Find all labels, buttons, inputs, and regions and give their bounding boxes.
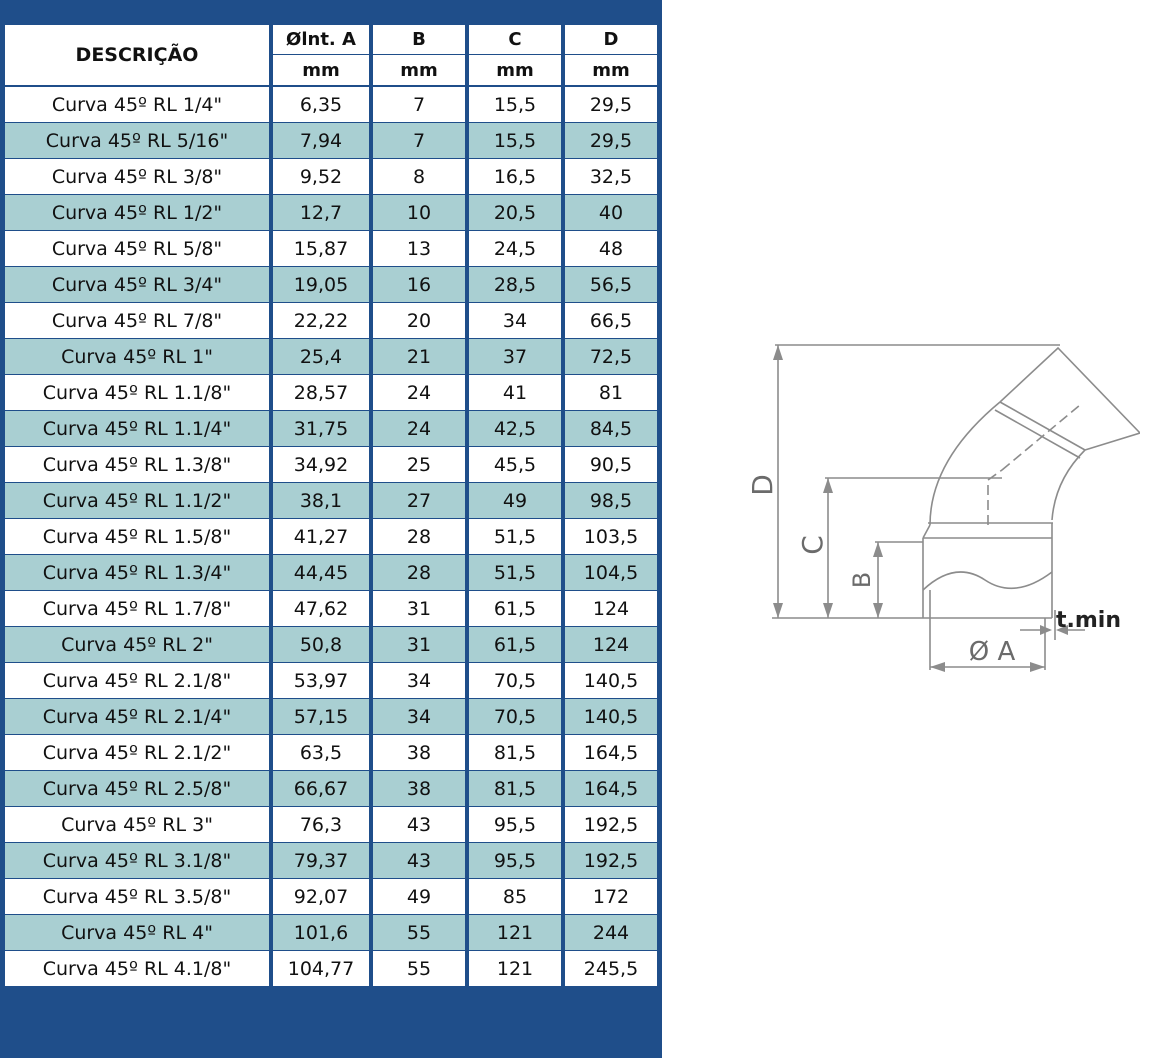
elbow-outline-inner <box>1052 450 1085 520</box>
cell-a: 63,5 <box>273 735 373 771</box>
cell-b: 10 <box>373 195 469 231</box>
cell-d: 81 <box>565 375 657 411</box>
cell-d: 124 <box>565 627 657 663</box>
cell-a: 9,52 <box>273 159 373 195</box>
cell-description: Curva 45º RL 2.5/8" <box>5 771 273 807</box>
table-row <box>5 411 657 447</box>
cell-d: 164,5 <box>565 771 657 807</box>
table-row <box>5 303 657 339</box>
cell-b: 21 <box>373 339 469 375</box>
cell-d: 72,5 <box>565 339 657 375</box>
cell-description: Curva 45º RL 2" <box>5 627 273 663</box>
cell-b: 8 <box>373 159 469 195</box>
cell-b: 7 <box>373 87 469 123</box>
cell-a: 50,8 <box>273 627 373 663</box>
cell-b: 27 <box>373 483 469 519</box>
unit-col-b: mm <box>373 55 469 87</box>
cell-c: 70,5 <box>469 699 565 735</box>
dim-a-arrow-right <box>1030 662 1045 672</box>
cell-b: 49 <box>373 879 469 915</box>
cell-description: Curva 45º RL 4.1/8" <box>5 951 273 987</box>
cell-c: 34 <box>469 303 565 339</box>
cell-description: Curva 45º RL 1/4" <box>5 87 273 123</box>
cell-b: 13 <box>373 231 469 267</box>
label-diameter-a: Ø A <box>968 637 1016 667</box>
elbow-outline-outer <box>930 402 1000 525</box>
cell-c: 70,5 <box>469 663 565 699</box>
table-row <box>5 267 657 303</box>
cell-c: 85 <box>469 879 565 915</box>
cell-description: Curva 45º RL 7/8" <box>5 303 273 339</box>
cell-b: 7 <box>373 123 469 159</box>
table-row <box>5 123 657 159</box>
cell-d: 244 <box>565 915 657 951</box>
cell-b: 28 <box>373 519 469 555</box>
cell-description: Curva 45º RL 1.3/4" <box>5 555 273 591</box>
cell-c: 49 <box>469 483 565 519</box>
dim-b-arrow-top <box>873 542 883 557</box>
header-col-c: C <box>469 25 565 55</box>
socket-break-wave <box>923 572 1052 590</box>
cell-d: 140,5 <box>565 663 657 699</box>
cell-d: 164,5 <box>565 735 657 771</box>
cell-d: 104,5 <box>565 555 657 591</box>
header-col-a: Ølnt. A <box>273 25 373 55</box>
cell-d: 98,5 <box>565 483 657 519</box>
cell-a: 101,6 <box>273 915 373 951</box>
cell-description: Curva 45º RL 3/8" <box>5 159 273 195</box>
cell-a: 44,45 <box>273 555 373 591</box>
table-row <box>5 699 657 735</box>
cell-description: Curva 45º RL 3.1/8" <box>5 843 273 879</box>
label-b: B <box>848 571 876 589</box>
cell-a: 57,15 <box>273 699 373 735</box>
cell-b: 55 <box>373 951 469 987</box>
table-row <box>5 771 657 807</box>
label-c: C <box>796 535 829 555</box>
table-row <box>5 591 657 627</box>
cell-d: 192,5 <box>565 843 657 879</box>
cell-c: 51,5 <box>469 519 565 555</box>
cell-d: 29,5 <box>565 87 657 123</box>
cell-d: 90,5 <box>565 447 657 483</box>
cell-a: 92,07 <box>273 879 373 915</box>
table-row <box>5 807 657 843</box>
dim-d-arrow-bottom <box>773 603 783 618</box>
unit-col-c: mm <box>469 55 565 87</box>
cell-description: Curva 45º RL 1" <box>5 339 273 375</box>
cell-c: 20,5 <box>469 195 565 231</box>
table-row <box>5 339 657 375</box>
dim-b-arrow-bottom <box>873 603 883 618</box>
cell-description: Curva 45º RL 1.1/8" <box>5 375 273 411</box>
header-description: DESCRIÇÃO <box>5 25 273 87</box>
table-row <box>5 483 657 519</box>
cell-b: 25 <box>373 447 469 483</box>
cell-d: 56,5 <box>565 267 657 303</box>
cell-d: 245,5 <box>565 951 657 987</box>
cell-a: 15,87 <box>273 231 373 267</box>
cell-c: 95,5 <box>469 843 565 879</box>
cell-d: 48 <box>565 231 657 267</box>
cell-c: 61,5 <box>469 627 565 663</box>
cell-a: 19,05 <box>273 267 373 303</box>
cell-description: Curva 45º RL 1/2" <box>5 195 273 231</box>
cell-description: Curva 45º RL 3" <box>5 807 273 843</box>
cell-c: 24,5 <box>469 231 565 267</box>
elbow-upper-ring <box>1000 402 1085 450</box>
table-row <box>5 879 657 915</box>
cell-c: 81,5 <box>469 771 565 807</box>
label-tmin: t.min <box>1056 608 1122 633</box>
cell-description: Curva 45º RL 5/16" <box>5 123 273 159</box>
socket-body <box>923 523 1052 618</box>
table-row <box>5 627 657 663</box>
cell-d: 172 <box>565 879 657 915</box>
table-row <box>5 195 657 231</box>
cell-d: 124 <box>565 591 657 627</box>
table-row <box>5 555 657 591</box>
cell-description: Curva 45º RL 2.1/8" <box>5 663 273 699</box>
elbow-dimension-diagram <box>740 330 1140 690</box>
cell-c: 37 <box>469 339 565 375</box>
dim-c-arrow-top <box>823 478 833 493</box>
dim-a-arrow-left <box>930 662 945 672</box>
cell-a: 53,97 <box>273 663 373 699</box>
table-row <box>5 231 657 267</box>
cell-c: 61,5 <box>469 591 565 627</box>
cell-description: Curva 45º RL 1.1/4" <box>5 411 273 447</box>
cell-c: 45,5 <box>469 447 565 483</box>
cell-a: 12,7 <box>273 195 373 231</box>
cell-b: 43 <box>373 843 469 879</box>
cell-a: 104,77 <box>273 951 373 987</box>
cell-a: 47,62 <box>273 591 373 627</box>
centerline <box>988 405 1080 525</box>
table-row <box>5 447 657 483</box>
cell-a: 76,3 <box>273 807 373 843</box>
dim-c-arrow-bottom <box>823 603 833 618</box>
cell-a: 7,94 <box>273 123 373 159</box>
cell-d: 84,5 <box>565 411 657 447</box>
elbow-cap-edge <box>995 410 1080 458</box>
cell-description: Curva 45º RL 1.5/8" <box>5 519 273 555</box>
cell-description: Curva 45º RL 3/4" <box>5 267 273 303</box>
table-row <box>5 843 657 879</box>
cell-c: 121 <box>469 915 565 951</box>
label-d: D <box>746 474 779 496</box>
header-col-b: B <box>373 25 469 55</box>
cell-d: 140,5 <box>565 699 657 735</box>
cell-a: 31,75 <box>273 411 373 447</box>
cell-a: 38,1 <box>273 483 373 519</box>
cell-b: 20 <box>373 303 469 339</box>
dim-d-arrow-top <box>773 345 783 360</box>
cell-a: 28,57 <box>273 375 373 411</box>
cell-c: 81,5 <box>469 735 565 771</box>
cell-d: 66,5 <box>565 303 657 339</box>
cell-c: 16,5 <box>469 159 565 195</box>
cell-a: 34,92 <box>273 447 373 483</box>
cell-c: 41 <box>469 375 565 411</box>
header-col-d: D <box>565 25 657 55</box>
cell-d: 29,5 <box>565 123 657 159</box>
cell-b: 16 <box>373 267 469 303</box>
cell-d: 40 <box>565 195 657 231</box>
cell-b: 31 <box>373 627 469 663</box>
cell-a: 79,37 <box>273 843 373 879</box>
cell-description: Curva 45º RL 2.1/2" <box>5 735 273 771</box>
cell-a: 25,4 <box>273 339 373 375</box>
header-row-titles <box>5 25 657 55</box>
unit-col-a: mm <box>273 55 373 87</box>
cell-c: 121 <box>469 951 565 987</box>
cell-b: 24 <box>373 411 469 447</box>
cell-b: 31 <box>373 591 469 627</box>
table-row <box>5 159 657 195</box>
cell-d: 192,5 <box>565 807 657 843</box>
cell-b: 55 <box>373 915 469 951</box>
cell-description: Curva 45º RL 1.1/2" <box>5 483 273 519</box>
table-row <box>5 519 657 555</box>
table-row <box>5 951 657 987</box>
cell-a: 22,22 <box>273 303 373 339</box>
elbow-upper-segment <box>1000 348 1140 450</box>
table-row <box>5 663 657 699</box>
cell-c: 42,5 <box>469 411 565 447</box>
cell-b: 38 <box>373 735 469 771</box>
unit-col-d: mm <box>565 55 657 87</box>
table-row <box>5 87 657 123</box>
cell-description: Curva 45º RL 5/8" <box>5 231 273 267</box>
cell-b: 38 <box>373 771 469 807</box>
cell-d: 32,5 <box>565 159 657 195</box>
cell-d: 103,5 <box>565 519 657 555</box>
cell-a: 41,27 <box>273 519 373 555</box>
cell-c: 15,5 <box>469 87 565 123</box>
cell-b: 34 <box>373 699 469 735</box>
cell-description: Curva 45º RL 2.1/4" <box>5 699 273 735</box>
spec-table <box>5 25 657 987</box>
cell-description: Curva 45º RL 3.5/8" <box>5 879 273 915</box>
cell-b: 24 <box>373 375 469 411</box>
cell-a: 66,67 <box>273 771 373 807</box>
cell-b: 28 <box>373 555 469 591</box>
cell-c: 28,5 <box>469 267 565 303</box>
cell-description: Curva 45º RL 4" <box>5 915 273 951</box>
cell-c: 51,5 <box>469 555 565 591</box>
table-row <box>5 375 657 411</box>
cell-b: 34 <box>373 663 469 699</box>
cell-c: 15,5 <box>469 123 565 159</box>
cell-a: 6,35 <box>273 87 373 123</box>
tmin-arrowhead-left <box>1040 625 1052 635</box>
table-row <box>5 915 657 951</box>
cell-description: Curva 45º RL 1.3/8" <box>5 447 273 483</box>
cell-b: 43 <box>373 807 469 843</box>
cell-c: 95,5 <box>469 807 565 843</box>
cell-description: Curva 45º RL 1.7/8" <box>5 591 273 627</box>
table-row <box>5 735 657 771</box>
